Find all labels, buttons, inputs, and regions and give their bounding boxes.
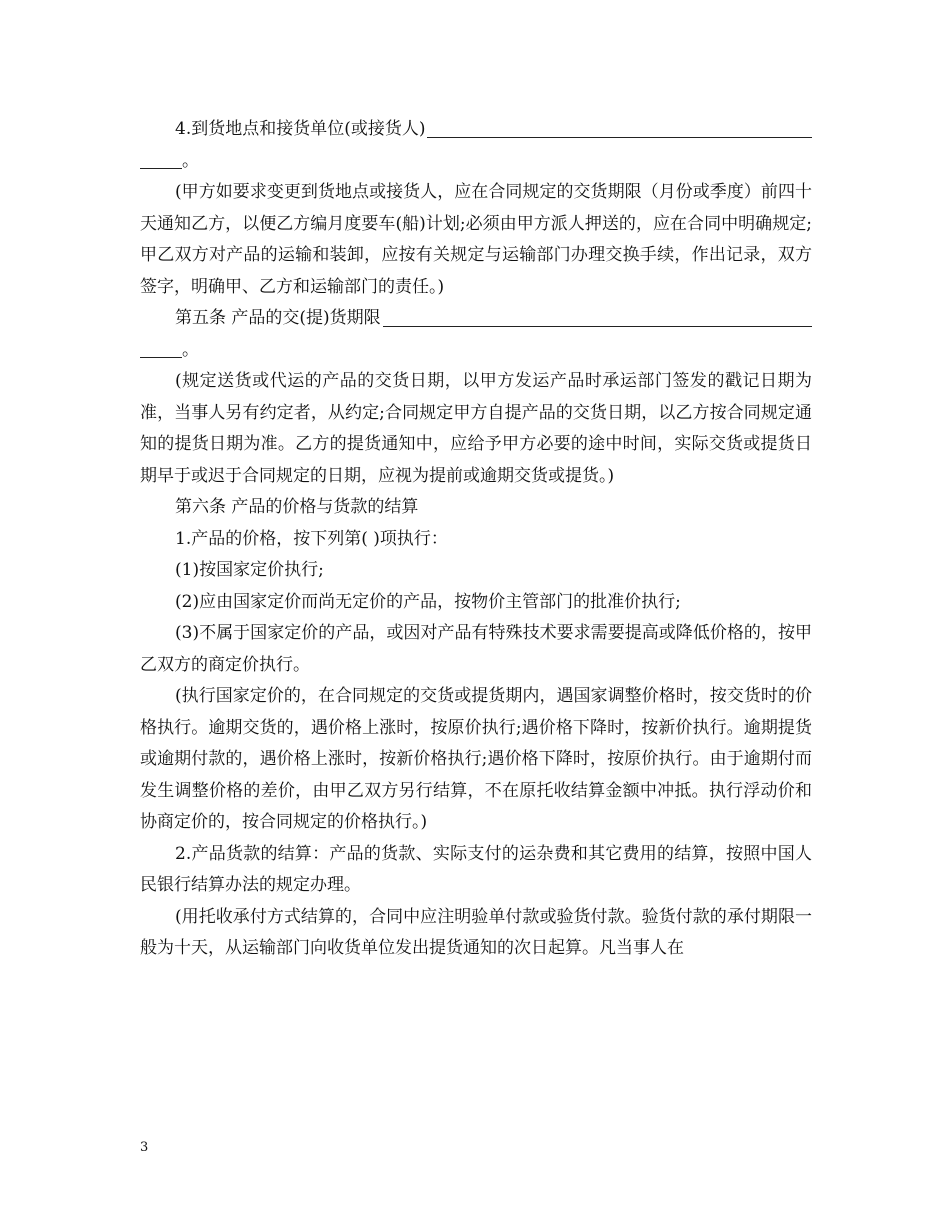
article5-line — [140, 303, 812, 335]
article4-item4-continuation — [140, 146, 812, 178]
article6-item2-note: (用托收承付方式结算的，合同中应注明验单付款或验货付款。验货付款的承付期限一般为十天，从运输部门向收货单位发出提货通知的次日起算。凡当事人在 — [140, 906, 812, 958]
article6-item1: 1.产品的价格，按下列第( )项执行： — [175, 528, 448, 549]
article6-item1-option1: (1)按国家定价执行; — [175, 560, 324, 580]
article6-item1-note: (执行国家定价的，在合同规定的交货或提货期内，遇国家调整价格时，按交货时的价格执行。逾期交货的，遇价格上涨时，按原价执行;遇价格下降时，按新价执行。逾期提货或逾期付款的，遇价格上涨时，按新价格执行;遇价格下降时，按原价执行。由于逾期付而发生调整价格的差价，由甲乙双方另行结算，不在原托收结算金额中冲抵。执行浮动价和协商定价的，按合同规定的价格执行。) — [140, 686, 812, 832]
article5-end: 。 — [182, 339, 199, 360]
article5-note: (规定送货或代运的产品的交货日期，以甲方发运产品时承运部门签发的戳记日期为准，当事人另有约定者，从约定;合同规定甲方自提产品的交货日期，以乙方按合同规定通知的提货日期为准。乙方的提货通知中，应给予甲方必要的途中时间，实际交货或提货日期早于或迟于合同规定的日期，应视为提前或逾期交货或提货。) — [140, 371, 812, 486]
fill-in-blank — [427, 137, 812, 138]
article6-item2: 2.产品货款的结算：产品的货款、实际支付的运杂费和其它费用的结算，按照中国人民银行结算办法的规定办理。 — [140, 843, 812, 895]
article4-item4-label: 4.到货地点和接货单位(或接货人) — [175, 119, 426, 139]
article6-title: 第六条 产品的价格与货款的结算 — [175, 497, 419, 517]
article6-item1-option3: (3)不属于国家定价的产品，或因对产品有特殊技术要求需要提高或降低价格的，按甲乙双方的商定价执行。 — [140, 623, 812, 675]
article4-item4-end: 。 — [182, 150, 199, 171]
article4-note: (甲方如要求变更到货地点或接货人，应在合同规定的交货期限（月份或季度）前四十天通知乙方，以便乙方编月度要车(船)计划;必须由甲方派人押送的，应在合同中明确规定;甲乙双方对产品的运输和装卸，应按有关规定与运输部门办理交换手续，作出记录，双方签字，明确甲、乙方和运输部门的责任。) — [140, 182, 812, 297]
fill-in-blank-short — [140, 357, 182, 358]
fill-in-blank-short — [140, 168, 182, 169]
fill-in-blank — [383, 326, 812, 327]
page-number: 3 — [140, 1140, 149, 1155]
article5-continuation — [140, 335, 812, 367]
article5-label: 第五条 产品的交(提)货期限 — [175, 308, 381, 328]
document-body — [140, 114, 812, 965]
article4-item4-line — [140, 114, 812, 146]
article6-item1-option2: (2)应由国家定价而尚无定价的产品，按物价主管部门的批准价执行; — [175, 591, 681, 612]
